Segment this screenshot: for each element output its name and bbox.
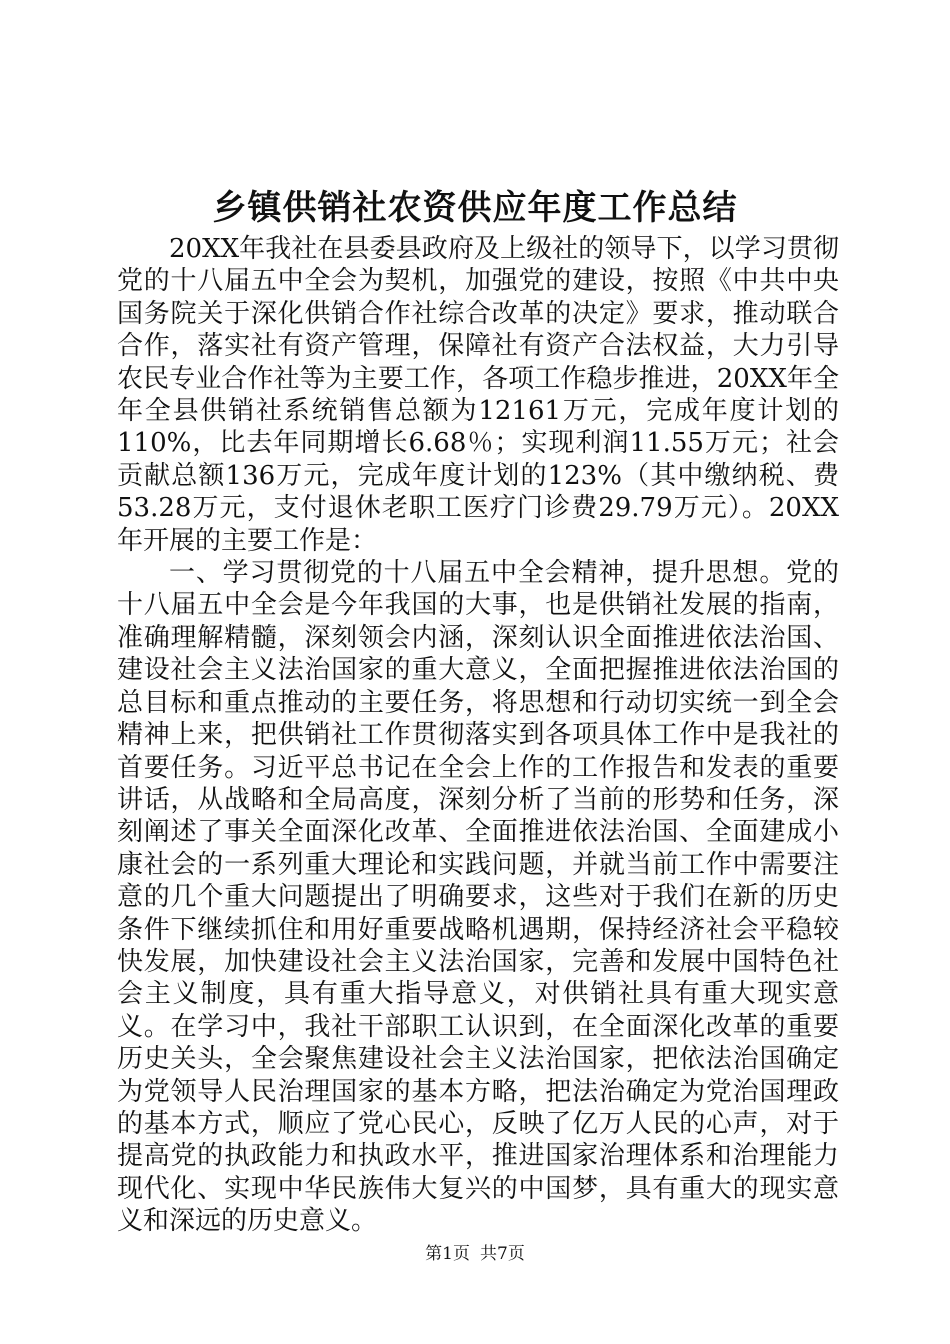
page-number-current: 第1页 bbox=[425, 1244, 470, 1264]
document-title: 乡镇供销社农资供应年度工作总结 bbox=[212, 188, 738, 228]
page-number-total: 共7页 bbox=[480, 1244, 525, 1264]
document-body bbox=[117, 233, 839, 1238]
paragraph-intro: 20XX年我社在县委县政府及上级社的领导下，以学习贯彻党的十八届五中全会为契机，加强党的建设，按照《中共中央国务院关于深化供销合作社综合改革的决定》要求，推动联合合作，落实社有资产管理，保障社有资产合法权益，大力引导农民专业合作社等为主要工作，各项工作稳步推进，20XX年全年全县供销社系统销售总额为12161万元，完成年度计划的110%，比去年同期增长6.68％；实现利润11.55万元；社会贡献总额136万元，完成年度计划的123%（其中缴纳税、费53.28万元，支付退休老职工医疗门诊费29.79万元）。20XX年开展的主要工作是： bbox=[117, 234, 839, 556]
paragraph-section-one: 一、学习贯彻党的十八届五中全会精神，提升思想。党的十八届五中全会是今年我国的大事，也是供销社发展的指南，准确理解精髓，深刻领会内涵，深刻认识全面推进依法治国、建设社会主义法治国家的重大意义，全面把握推进依法治国的总目标和重点推动的主要任务，将思想和行动切实统一到全会精神上来，把供销社工作贯彻落实到各项具体工作中是我社的首要任务。习近平总书记在全会上作的工作报告和发表的重要讲话，从战略和全局高度，深刻分析了当前的形势和任务，深刻阐述了事关全面深化改革、全面推进依法治国、全面建成小康社会的一系列重大理论和实践问题，并就当前工作中需要注意的几个重大问题提出了明确要求，这些对于我们在新的历史条件下继续抓住和用好重要战略机遇期，保持经济社会平稳较快发展，加快建设社会主义法治国家，完善和发展中国特色社会主义制度，具有重大指导意义，对供销社具有重大现实意义。在学习中，我社干部职工认识到，在全面深化改革的重要历史关头，全会聚焦建设社会主义法治国家，把依法治国确定为党领导人民治理国家的基本方略，把法治确定为党治国理政的基本方式，顺应了党心民心，反映了亿万人民的心声，对于提高党的执政能力和执政水平，推进国家治理体系和治理能力现代化、实现中华民族伟大复兴的中国梦，具有重大的现实意义和深远的历史意义。 bbox=[117, 558, 839, 1237]
page-footer bbox=[0, 1242, 950, 1266]
